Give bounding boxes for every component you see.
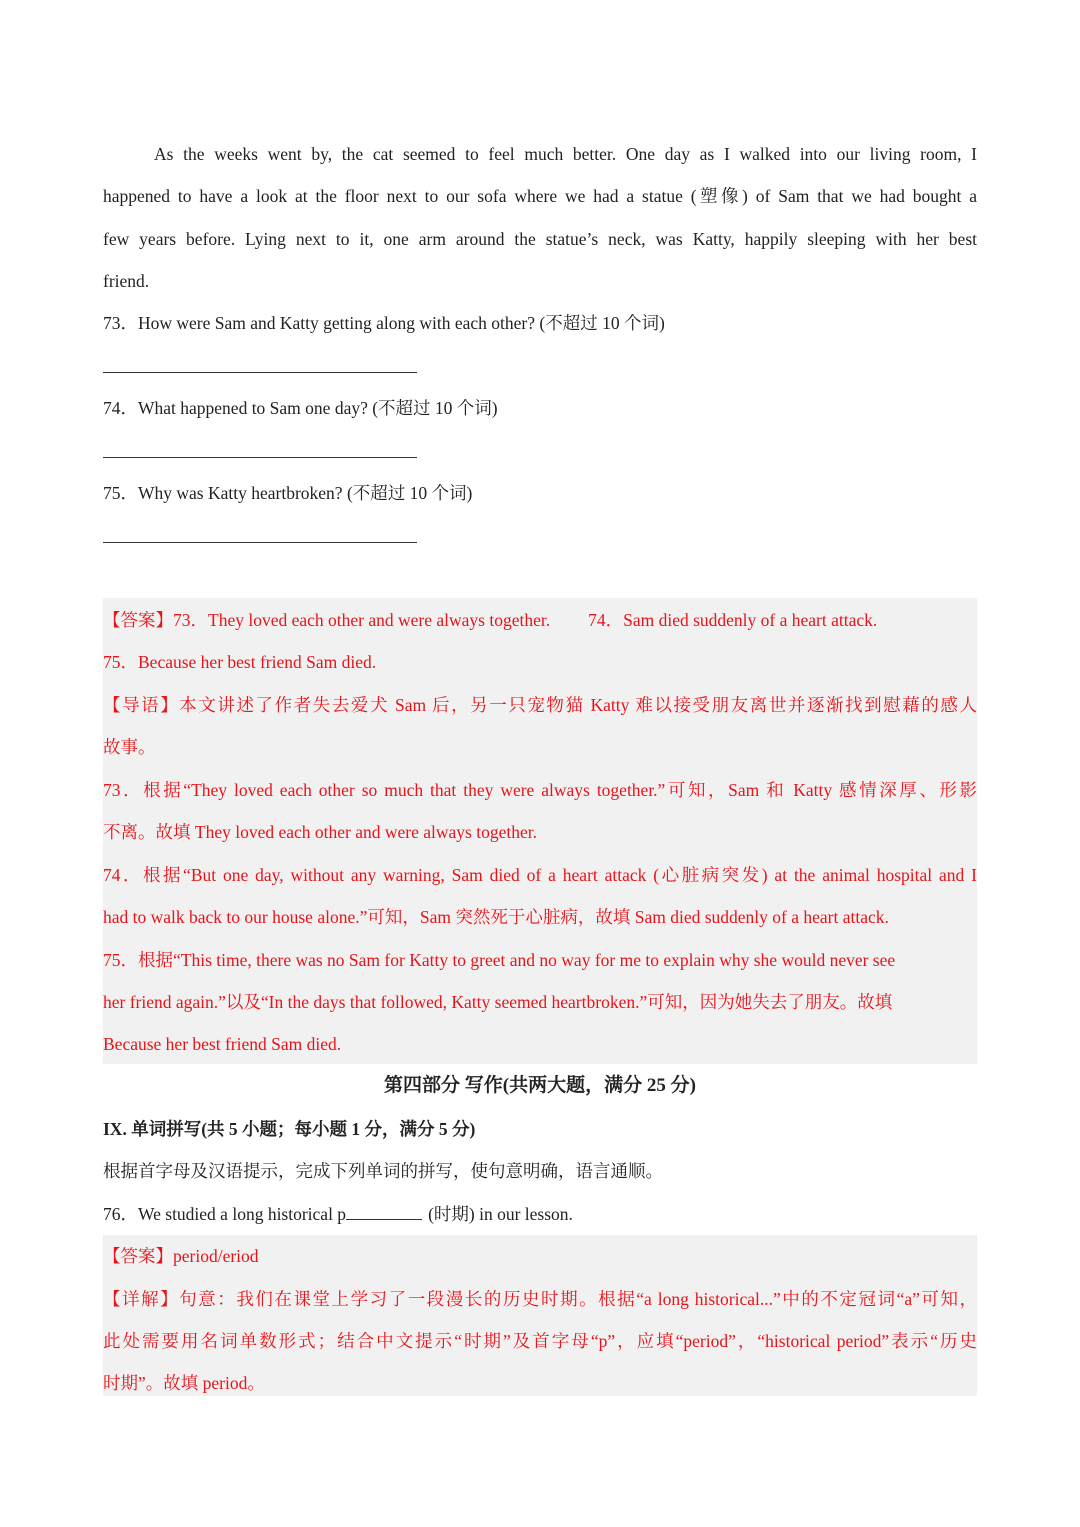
question-74: 74．What happened to Sam one day? (不超过 10 个词) (103, 398, 498, 418)
instruction: 根据首字母及汉语提示，完成下列单词的拼写，使句意明确，语言通顺。 (103, 1161, 663, 1181)
answer-tag: 【答案】 (103, 1246, 173, 1266)
explain-75-3: Because her best friend Sam died. (103, 1034, 342, 1054)
answer-74: 74．Sam died suddenly of a heart attack. (588, 610, 878, 630)
answer-line-73[interactable] (103, 372, 417, 373)
guide-tag: 【导语】 (103, 695, 180, 715)
guide-text: 本文讲述了作者失去爱犬 Sam 后，另一只宠物猫 Katty 难以接受朋友离世并逐渐找到慰藉的感人 (179, 695, 977, 715)
explain-74-2: had to walk back to our house alone.”可知，Sam 突然死于心脏病，故填 Sam died suddenly of a heart attack. (103, 907, 889, 927)
answer-75: 75．Because her best friend Sam died. (103, 652, 377, 672)
explain-73-2: 不离。故填 They loved each other and were always together. (103, 822, 537, 842)
question-76 (103, 1201, 977, 1227)
passage-line: As the weeks went by, the cat seemed to feel much better. One day as I walked into our living room, I (154, 144, 977, 164)
detail-row (103, 1286, 977, 1312)
part-heading: 第四部分 写作(共两大题，满分 25 分) (384, 1075, 696, 1096)
guide-row (103, 692, 977, 718)
question-76-text: 76．We studied a long historical p (103, 1204, 347, 1224)
detail-text: 句意：我们在课堂上学习了一段漫长的历史时期。根据“a long historical...”中的不定冠词“a”可知， (179, 1289, 978, 1309)
answer-tag: 【答案】 (103, 610, 173, 630)
detail-text-2: 此处需要用名词单数形式；结合中文提示“时期”及首字母“p”，应填“period”，“historical period”表示“历史 (103, 1331, 977, 1351)
explain-74: 74．根据“But one day, without any warning, Sam died of a heart attack (心脏病突发) at the animal hospital and I (103, 865, 977, 885)
detail-text-3: 时期”。故填 period。 (103, 1373, 265, 1393)
explain-75: 75．根据“This time, there was no Sam for Katty to greet and no way for me to explain why she would never see (103, 950, 896, 970)
question-75: 75．Why was Katty heartbroken? (不超过 10 个词) (103, 483, 473, 503)
question-73: 73．How were Sam and Katty getting along with each other? (不超过 10 个词) (103, 313, 665, 333)
section-heading: IX. 单词拼写(共 5 小题；每小题 1 分，满分 5 分) (103, 1119, 476, 1139)
answer-row-76 (103, 1243, 977, 1269)
guide-text-2: 故事。 (103, 737, 156, 757)
answer-73: 73．They loved each other and were always together. (173, 610, 551, 630)
detail-tag: 【详解】 (103, 1289, 180, 1309)
question-76-hint: (时期) in our lesson. (428, 1204, 573, 1224)
answer-row (103, 607, 977, 633)
fill-blank-76[interactable] (346, 1218, 422, 1220)
passage-line: happened to have a look at the floor next to our sofa where we had a statue (塑像) of Sam that we had bought a (103, 186, 977, 206)
answer-line-74[interactable] (103, 457, 417, 458)
answer-line-75[interactable] (103, 542, 417, 543)
passage-line: friend. (103, 271, 150, 291)
explain-75-2: her friend again.”以及“In the days that followed, Katty seemed heartbroken.”可知，因为她失去了朋友。故填 (103, 992, 893, 1012)
passage-line: few years before. Lying next to it, one arm around the statue’s neck, was Katty, happily sleeping with her best (103, 229, 977, 249)
explain-73: 73．根据“They loved each other so much that they were always together.”可知，Sam 和 Katty 感情深厚、形影 (103, 780, 977, 800)
answer-76: period/eriod (173, 1246, 259, 1266)
